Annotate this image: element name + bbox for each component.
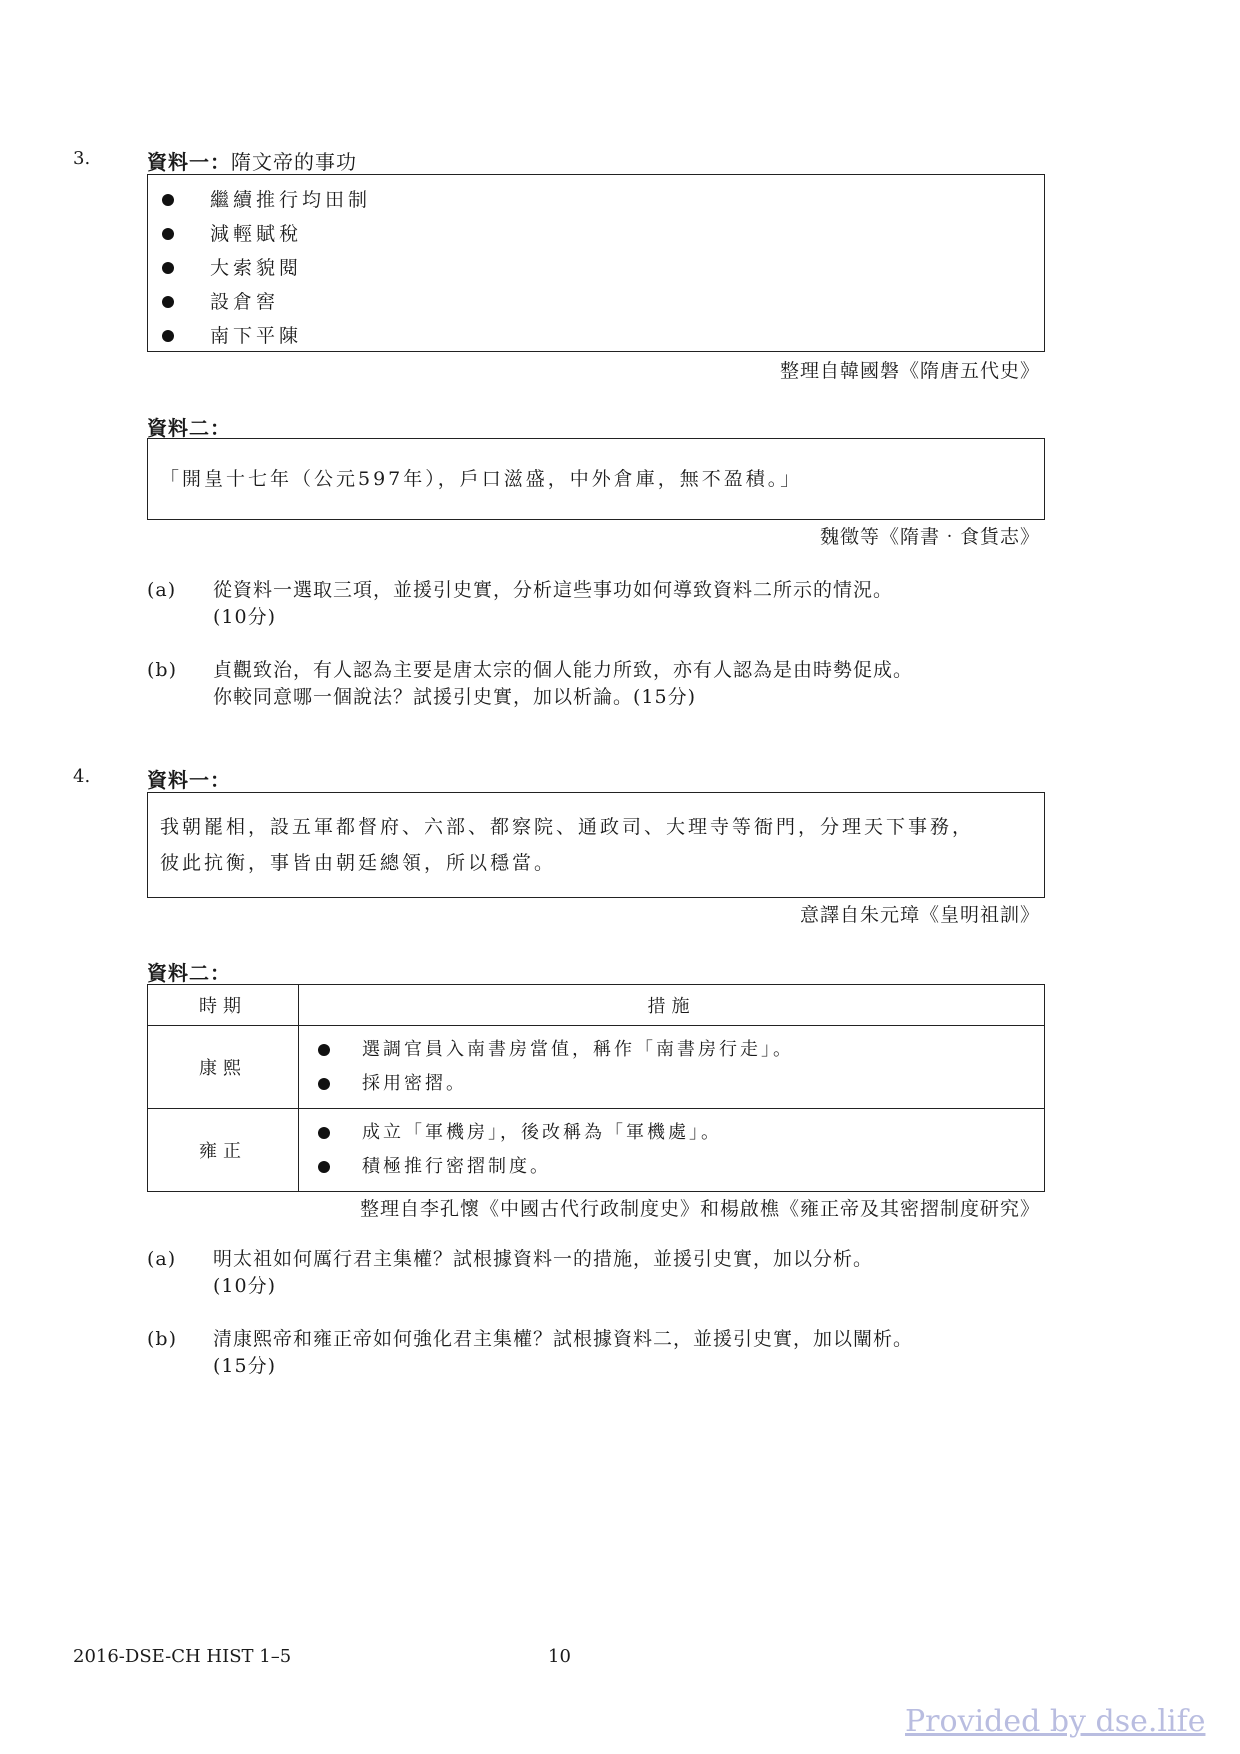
q3-part-a-question: 從資料一選取三項，並援引史實，分析這些事功如何導致資料二所示的情況。 [213, 579, 894, 601]
list-item: 成立「軍機房」，後改稱為「軍機處」。 [300, 1116, 1043, 1150]
list-item: 南下平陳 [148, 319, 1044, 353]
q4-source1-line2: 彼此抗衡，事皆由朝廷總領，所以穩當。 [160, 852, 557, 874]
q4-source2-citation: 整理自李孔懷《中國古代行政制度史》和楊啟樵《雍正帝及其密摺制度研究》 [359, 1198, 1040, 1220]
q3-source2-box [147, 438, 1045, 520]
q3-source2-citation: 魏徵等《隋書‧食貨志》 [819, 526, 1040, 548]
q3-part-a-marks: (10分) [213, 606, 277, 628]
q4-source1-quote [160, 809, 974, 881]
q3-source1-label-text: 資料一： [147, 150, 231, 174]
table-cell-period: 康熙 [148, 1026, 299, 1109]
q4-part-a-label: (a) [147, 1248, 177, 1270]
list-item: 設倉窖 [148, 285, 1044, 319]
page-number: 10 [548, 1646, 571, 1667]
q4-source2-table [147, 984, 1045, 1192]
q3-part-b-line1: 貞觀致治，有人認為主要是唐太宗的個人能力所致，亦有人認為是由時勢促成。 [213, 659, 914, 681]
watermark-link[interactable]: Provided by dse.life [905, 1704, 1206, 1739]
q3-source2-quote: 「開皇十七年（公元597年），戶口滋盛，中外倉庫，無不盈積。」 [160, 468, 803, 490]
q4-source1-label: 資料一： [147, 768, 231, 792]
table-cell-measures [299, 1109, 1045, 1192]
q4-part-b-text [213, 1326, 1053, 1380]
q3-source2-label: 資料二： [147, 416, 231, 440]
table-header-measures: 措施 [299, 985, 1045, 1026]
q4-source2-label: 資料二： [147, 961, 231, 985]
q3-part-b [147, 657, 1057, 713]
q3-part-b-text [213, 657, 1053, 711]
q3-part-a-label: (a) [147, 579, 177, 601]
q3-part-b-line2: 你較同意哪一個說法？試援引史實，加以析論。(15分) [213, 686, 697, 708]
list-item: 積極推行密摺制度。 [300, 1150, 1043, 1184]
list-item: 採用密摺。 [300, 1067, 1043, 1101]
q4-part-b-label: (b) [147, 1328, 177, 1350]
table-cell-measures [299, 1026, 1045, 1109]
table-cell-period: 雍正 [148, 1109, 299, 1192]
q4-part-a-question: 明太祖如何厲行君主集權？試根據資料一的措施，並援引史實，加以分析。 [213, 1248, 874, 1270]
list-item: 大索貌閱 [148, 251, 1044, 285]
list-item: 減輕賦稅 [148, 217, 1044, 251]
q3-part-a-text [213, 577, 1053, 631]
q3-source1-citation: 整理自韓國磐《隋唐五代史》 [779, 360, 1040, 382]
q4-part-a-text [213, 1246, 1053, 1300]
q3-source1-list [148, 175, 1044, 353]
q3-part-b-label: (b) [147, 659, 177, 681]
question-3-number: 3. [73, 148, 91, 169]
measures-list [300, 1116, 1043, 1184]
question-4-number: 4. [73, 766, 91, 787]
q3-source1-label [147, 146, 357, 175]
q4-source2-table-wrap [147, 984, 1045, 1192]
q4-part-a [147, 1246, 1057, 1302]
table-row [148, 1109, 1045, 1192]
table-row [148, 1026, 1045, 1109]
q3-source1-title: 隋文帝的事功 [231, 150, 357, 174]
q4-part-a-marks: (10分) [213, 1275, 277, 1297]
q4-source1-box [147, 792, 1045, 898]
table-header-row [148, 985, 1045, 1026]
list-item: 選調官員入南書房當值，稱作「南書房行走」。 [300, 1033, 1043, 1067]
q4-part-b-marks: (15分) [213, 1355, 277, 1377]
q4-source1-line1: 我朝罷相，設五軍都督府、六部、都察院、通政司、大理寺等衙門，分理天下事務， [160, 816, 975, 838]
q4-part-b [147, 1326, 1057, 1382]
table-header-period: 時期 [148, 985, 299, 1026]
q3-part-a [147, 577, 1057, 633]
q4-source1-citation: 意譯自朱元璋《皇明祖訓》 [799, 904, 1040, 926]
list-item: 繼續推行均田制 [148, 183, 1044, 217]
paper-code: 2016-DSE-CH HIST 1–5 [73, 1646, 292, 1667]
q3-source1-box [147, 174, 1045, 352]
q4-part-b-question: 清康熙帝和雍正帝如何強化君主集權？試根據資料二，並援引史實，加以闡析。 [213, 1328, 914, 1350]
measures-list [300, 1033, 1043, 1101]
